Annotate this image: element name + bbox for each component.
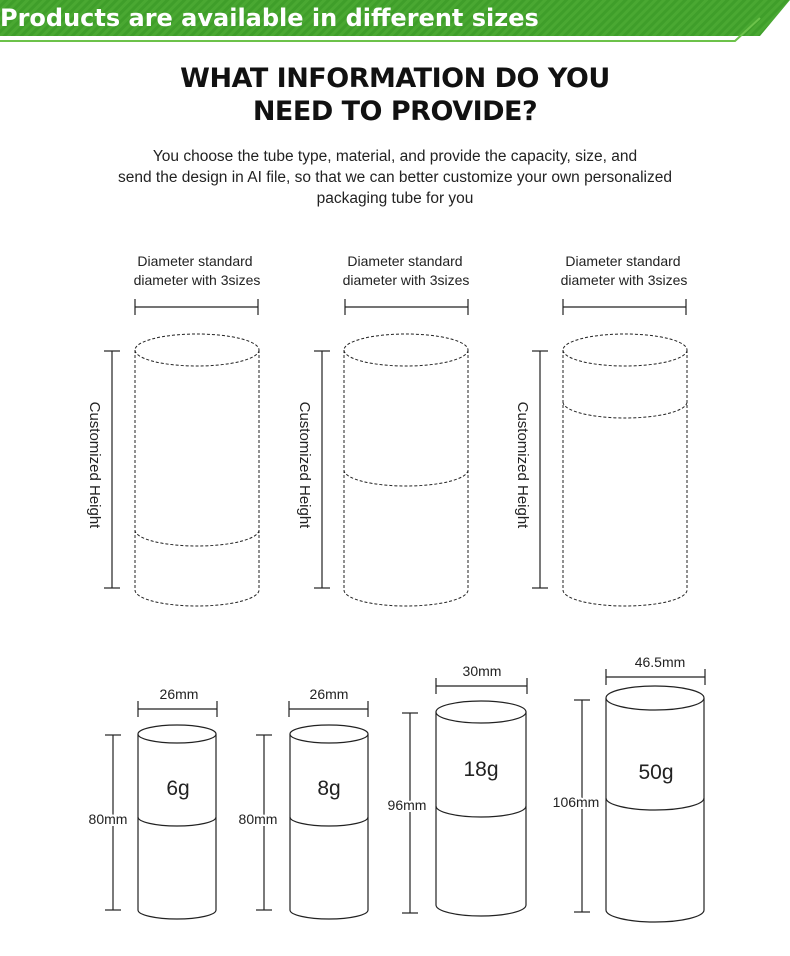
diameter-dimension-line bbox=[606, 669, 705, 685]
size-tube-8g bbox=[239, 686, 368, 919]
diameter-label-line1: Diameter standard bbox=[137, 253, 253, 269]
dashed-tube-outline bbox=[135, 334, 259, 606]
page-title-line1: WHAT INFORMATION DO YOU bbox=[180, 63, 610, 94]
intro-line2: send the design in AI file, so that we can better customize your own personalized bbox=[117, 169, 672, 186]
intro-line3: packaging tube for you bbox=[316, 190, 474, 207]
diameter-dimension-line bbox=[345, 299, 468, 315]
capacity-label: 8g bbox=[317, 777, 341, 800]
tube-outline bbox=[436, 701, 526, 916]
diameter-label: 46.5mm bbox=[634, 654, 686, 670]
diameter-label: 26mm bbox=[159, 686, 199, 702]
diameter-label-line2: diameter with 3sizes bbox=[133, 272, 261, 288]
height-label: 80mm bbox=[88, 811, 128, 827]
custom-tube-2 bbox=[296, 253, 469, 606]
diameter-dimension-line bbox=[138, 701, 217, 717]
size-tube-50g bbox=[553, 654, 705, 922]
customized-height-label: Customized Height bbox=[86, 401, 103, 529]
capacity-label: 6g bbox=[166, 777, 190, 800]
tube-outline bbox=[606, 686, 704, 922]
height-label: 80mm bbox=[238, 811, 278, 827]
height-dimension-line bbox=[532, 351, 548, 588]
diameter-label-line2: diameter with 3sizes bbox=[560, 272, 688, 288]
size-tube-6g bbox=[89, 686, 217, 919]
customized-height-label: Customized Height bbox=[296, 401, 313, 529]
diameter-label: 26mm bbox=[309, 686, 349, 702]
custom-tube-3 bbox=[514, 253, 687, 606]
height-label: 106mm bbox=[552, 794, 600, 810]
custom-tube-1 bbox=[86, 253, 260, 606]
diameter-dimension-line bbox=[135, 299, 258, 315]
capacity-label: 50g bbox=[638, 761, 674, 784]
diameter-label: 30mm bbox=[462, 663, 502, 679]
diameter-dimension-line bbox=[563, 299, 686, 315]
tube-outline bbox=[290, 725, 368, 919]
intro-line1: You choose the tube type, material, and provide the capacity, size, and bbox=[152, 148, 638, 165]
height-dimension-line bbox=[104, 351, 120, 588]
height-label: 96mm bbox=[387, 797, 427, 813]
capacity-label: 18g bbox=[463, 758, 499, 781]
size-tube-18g bbox=[388, 663, 527, 916]
customized-height-label: Customized Height bbox=[514, 401, 531, 529]
diameter-label-line2: diameter with 3sizes bbox=[342, 272, 470, 288]
diameter-label-line1: Diameter standard bbox=[347, 253, 463, 269]
height-dimension-line bbox=[402, 713, 418, 913]
height-dimension-line bbox=[314, 351, 330, 588]
diameter-dimension-line bbox=[436, 678, 527, 694]
banner-title: Products are available in different sizes bbox=[0, 4, 539, 32]
dashed-tube-outline bbox=[563, 334, 687, 606]
diameter-label-line1: Diameter standard bbox=[565, 253, 681, 269]
dashed-tube-outline bbox=[344, 334, 468, 606]
diameter-dimension-line bbox=[289, 701, 368, 717]
page-title-line2: NEED TO PROVIDE? bbox=[252, 96, 538, 127]
tube-outline bbox=[138, 725, 216, 919]
